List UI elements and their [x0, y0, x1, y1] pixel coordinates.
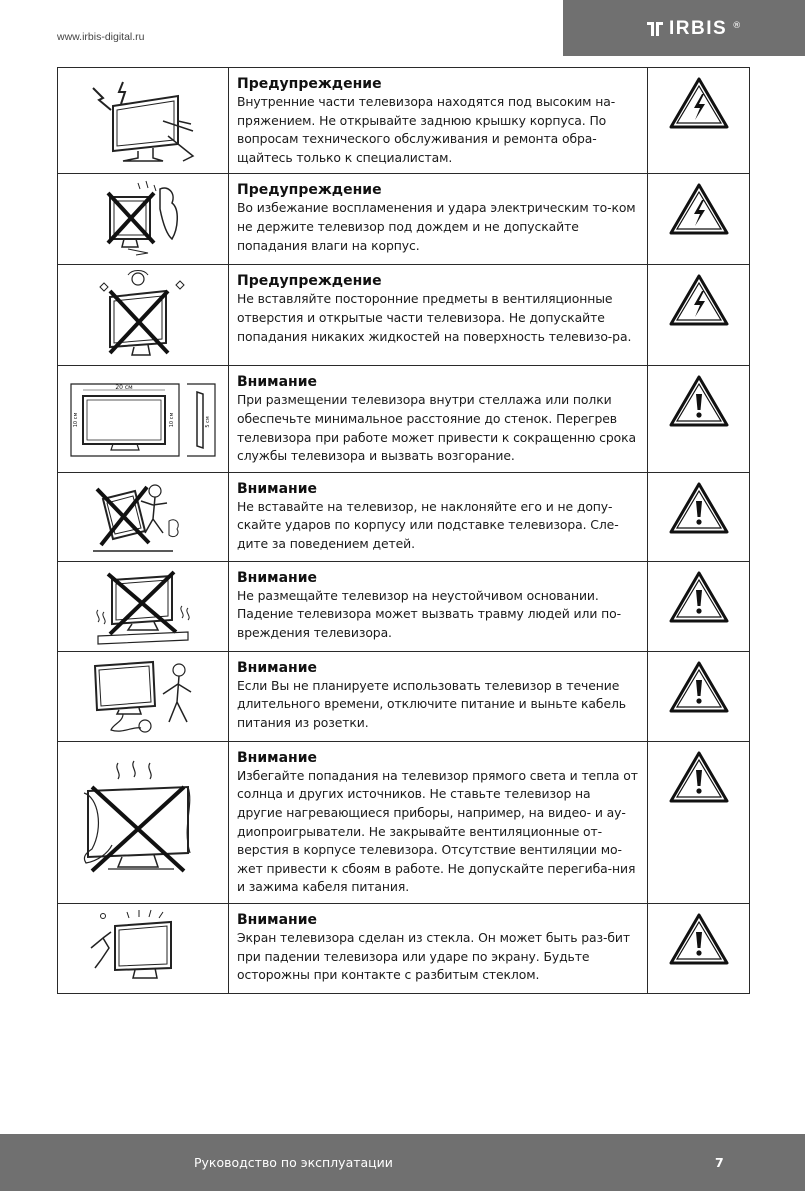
high-voltage-icon [668, 76, 730, 130]
warning-body: Избегайте попадания на телевизор прямого света и тепла от солнца и других источников. Не ставьте телевизор на другие нагревающиеся приборы, например, на видео- и ау-диопроигрыватели. Не закрывайте вентиляционные от-верстия в корпусе телевизора. Отсутствие вентиляции мо-жет привести к сбоям в работе. Не допускайте перегиба-ния и зажима кабеля питания. [237, 767, 638, 895]
symbol-cell [648, 651, 750, 741]
symbol-cell [648, 741, 750, 903]
symbol-cell [648, 561, 750, 651]
illustration-cell [58, 472, 229, 561]
warning-body: Во избежание воспламенения и удара электрическим то-ком не держите телевизор под дождем и не допускайте попадания влаги на корпус. [237, 200, 636, 253]
symbol-cell [648, 472, 750, 561]
warning-row [58, 472, 750, 561]
warning-text-cell [229, 174, 648, 265]
open-back-cover-illustration [83, 76, 203, 166]
broken-glass-illustration [83, 908, 203, 988]
warning-text-cell [229, 366, 648, 472]
illustration-cell [58, 903, 229, 993]
site-url: www.irbis-digital.ru [57, 31, 145, 43]
illustration-cell [58, 265, 229, 366]
symbol-cell [648, 366, 750, 472]
warning-text-cell [229, 472, 648, 561]
footer-title: Руководство по эксплуатации [194, 1155, 393, 1170]
clearance-depth-label: 5 см [205, 416, 211, 428]
warning-text-cell [229, 903, 648, 993]
warning-title: Внимание [237, 569, 318, 586]
clearance-diagram [67, 376, 219, 462]
warning-text-cell [229, 741, 648, 903]
warning-title: Внимание [237, 374, 318, 391]
warning-title: Предупреждение [237, 273, 382, 290]
unplug-illustration [83, 656, 203, 736]
warning-title: Внимание [237, 749, 318, 766]
warning-row [58, 68, 750, 174]
warning-body: Не вставляйте посторонние предметы в вентиляционные отверстия и открытые части телевизора. Не допускайте попадания никаких жидкостей на поверхность телевизо-ра. [237, 291, 632, 344]
warning-text-cell [229, 651, 648, 741]
warning-body: Экран телевизора сделан из стекла. Он может быть раз-бит при падении телевизора или ударе по экрану. Будьте осторожны при контакте с разбитым стеклом. [237, 929, 630, 983]
illustration-cell [58, 68, 229, 174]
warning-body: Внутренние части телевизора находятся под высоким на-пряжением. Не открывайте заднюю крышку корпуса. По вопросам технического обслуживания и ремонта обра-щайтесь только к специалистам. [237, 94, 616, 165]
brand-header [563, 0, 805, 56]
warning-title: Внимание [237, 911, 318, 928]
warning-row [58, 651, 750, 741]
caution-icon [668, 660, 730, 714]
warning-title: Внимание [237, 659, 318, 676]
warning-title: Внимание [237, 480, 318, 497]
warning-row [58, 903, 750, 993]
symbol-cell [648, 68, 750, 174]
heat-covering-illustration [78, 757, 208, 887]
brand-logo [645, 18, 741, 40]
symbol-cell [648, 265, 750, 366]
clearance-top-label: 20 см [115, 384, 133, 392]
symbol-cell [648, 903, 750, 993]
caution-icon [668, 570, 730, 624]
page-number: 7 [715, 1155, 724, 1170]
caution-icon [668, 481, 730, 535]
warning-row [58, 561, 750, 651]
warning-row [58, 174, 750, 265]
illustration-cell [58, 174, 229, 265]
rain-moisture-illustration [88, 179, 198, 259]
warning-row [58, 265, 750, 366]
page-footer [0, 1134, 805, 1191]
illustration-cell [58, 366, 229, 472]
brand-name: IRBIS [669, 18, 728, 39]
warning-text-cell [229, 68, 648, 174]
illustration-cell [58, 561, 229, 651]
warning-body: Если Вы не планируете использовать телевизор в течение длительного времени, отключите питание и выньте кабель питания из розетки. [237, 677, 626, 730]
warning-body: При размещении телевизора внутри стеллажа или полки обеспечьте минимальное расстояние до стенок. Перегрев телевизора при работе может привести к сокращенню срока службы телевизора и вызвать возгорание. [237, 392, 637, 464]
do-not-climb-illustration [83, 477, 203, 557]
illustration-cell [58, 651, 229, 741]
warning-row [58, 741, 750, 903]
caution-icon [668, 750, 730, 804]
warning-row [58, 366, 750, 472]
symbol-cell [648, 174, 750, 265]
high-voltage-icon [668, 273, 730, 327]
warning-text-cell [229, 561, 648, 651]
irbis-logo-icon [645, 19, 665, 39]
caution-icon [668, 912, 730, 966]
clearance-left-label: 10 см [73, 412, 79, 428]
clearance-right-label: 10 см [169, 412, 175, 428]
warning-title: Предупреждение [237, 76, 382, 92]
high-voltage-icon [668, 182, 730, 236]
warning-title: Предупреждение [237, 182, 382, 199]
illustration-cell [58, 741, 229, 903]
unstable-base-illustration [88, 566, 198, 646]
warning-body: Не размещайте телевизор на неустойчивом основании. Падение телевизора может вызвать травму людей или по-вреждения телевизора. [237, 587, 621, 640]
warning-body: Не вставайте на телевизор, не наклоняйте его и не допу-скайте ударов по корпусу или подставке телевизора. Сле-дите за поведением детей. [237, 498, 619, 551]
brand-trademark: ® [732, 21, 742, 31]
safety-warnings-table [57, 67, 750, 994]
caution-icon [668, 374, 730, 428]
warning-text-cell [229, 265, 648, 366]
foreign-objects-illustration [88, 269, 198, 361]
